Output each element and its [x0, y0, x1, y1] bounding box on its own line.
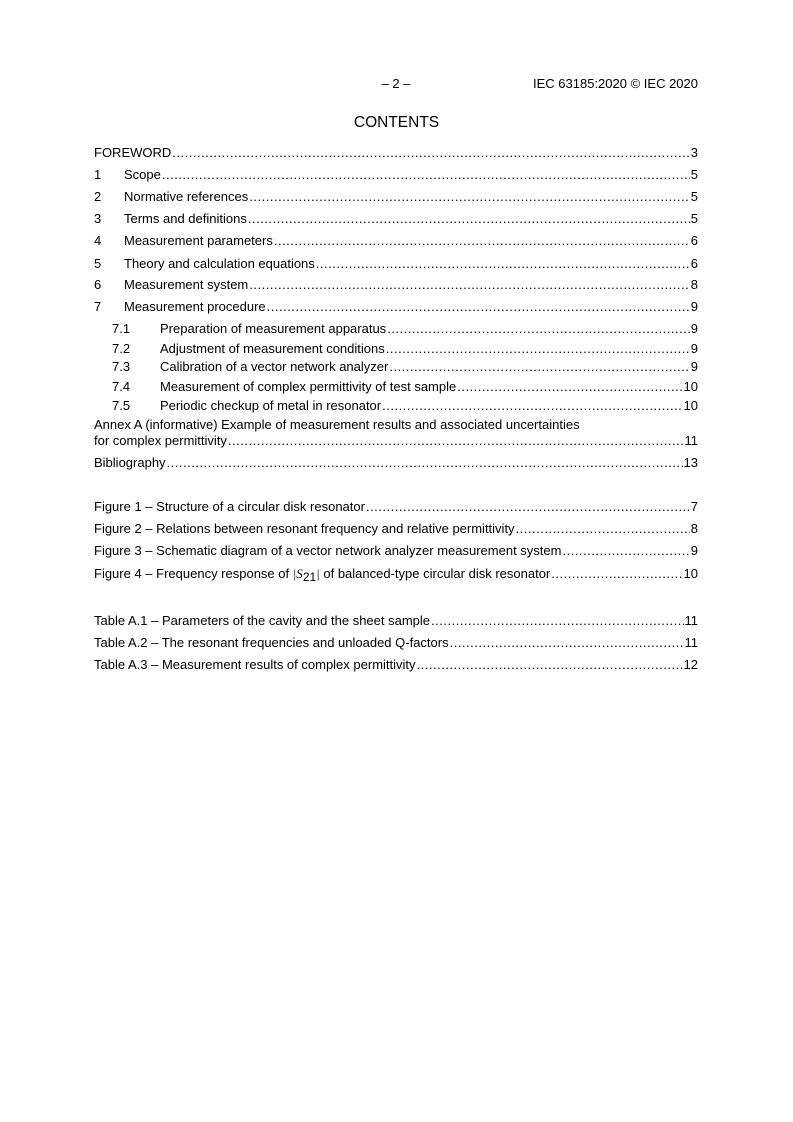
- clause-number: 4: [94, 233, 102, 248]
- toc-entry-title: Preparation of measurement apparatus: [160, 321, 387, 336]
- figure-4-title-start: Figure 4 – Frequency response of: [94, 566, 293, 581]
- toc-entry-page: 11: [684, 635, 698, 650]
- clause-number: 1: [94, 167, 102, 182]
- toc-entry-foreword[interactable]: [94, 145, 698, 161]
- toc-entry-page: 5: [690, 167, 698, 182]
- dot-leader: [389, 359, 689, 375]
- toc-entry-title: Adjustment of measurement conditions: [160, 341, 385, 356]
- toc-entry-title: Normative references: [124, 189, 249, 204]
- s21-symbol: [293, 566, 320, 581]
- toc-entry-title: Figure 1 – Structure of a circular disk resonator: [94, 499, 365, 514]
- dot-leader: [366, 499, 690, 515]
- clause-number: 7: [94, 299, 102, 314]
- subclause-number: 7.3: [112, 359, 131, 374]
- dot-leader: [228, 433, 684, 449]
- dot-leader: [316, 256, 690, 272]
- subclause-number: 7.1: [112, 321, 131, 336]
- clause-number: 6: [94, 277, 102, 292]
- toc-entry-figure-1[interactable]: [94, 499, 698, 515]
- toc-entry-page: 11: [684, 433, 698, 448]
- toc-entry-figure-4[interactable]: [94, 565, 698, 583]
- toc-entry-page: 5: [690, 189, 698, 204]
- clause-number: 3: [94, 211, 102, 226]
- dot-leader: [382, 398, 682, 414]
- toc-entry-title: Measurement of complex permittivity of test sample: [160, 379, 457, 394]
- toc-entry-figure-2[interactable]: [94, 521, 698, 537]
- toc-entry-title: Table A.1 – Parameters of the cavity and the sheet sample: [94, 613, 431, 628]
- toc-entry-page: 6: [690, 256, 698, 271]
- dot-leader: [267, 299, 690, 315]
- dot-leader: [172, 145, 689, 161]
- toc-entry-title: Figure 2 – Relations between resonant frequency and relative permittivity: [94, 521, 515, 536]
- toc-entry-page: 13: [683, 455, 698, 470]
- figure-4-title-end: of balanced-type circular disk resonator: [319, 566, 551, 581]
- dot-leader: [516, 521, 690, 537]
- toc-entry-title: Measurement parameters: [124, 233, 273, 248]
- dot-leader: [386, 341, 690, 357]
- dot-leader: [274, 233, 690, 249]
- toc-entry-subclause-7-5[interactable]: [112, 398, 698, 414]
- page-header: [94, 76, 698, 92]
- toc-entry-page: 12: [683, 657, 698, 672]
- toc-entry-title: Figure 3 – Schematic diagram of a vector network analyzer measurement system: [94, 543, 562, 558]
- dot-leader: [387, 321, 690, 337]
- toc-entry-page: 9: [690, 321, 698, 336]
- toc-entry-clause-5[interactable]: [94, 256, 698, 272]
- document-id: IEC 63185:2020 © IEC 2020: [533, 76, 698, 91]
- toc-entry-title: for complex permittivity: [94, 433, 227, 448]
- toc-entry-annex-a-line1[interactable]: Annex A (informative) Example of measurement results and associated uncertainties: [94, 417, 580, 432]
- toc-entry-page: 7: [690, 499, 698, 514]
- dot-leader: [249, 277, 690, 293]
- dot-leader: [457, 379, 682, 395]
- toc-entry-table-a1[interactable]: [94, 613, 698, 629]
- dot-leader: [562, 543, 689, 559]
- subclause-number: 7.2: [112, 341, 131, 356]
- toc-entry-title: FOREWORD: [94, 145, 172, 160]
- page-number: – 2 –: [381, 76, 411, 91]
- toc-entry-page: 8: [690, 277, 698, 292]
- toc-entry-title: Theory and calculation equations: [124, 256, 315, 271]
- toc-entry-page: 10: [683, 379, 698, 394]
- toc-entry-clause-4[interactable]: [94, 233, 698, 249]
- toc-entry-page: 5: [690, 211, 698, 226]
- dot-leader: [450, 635, 684, 651]
- toc-entry-title: Periodic checkup of metal in resonator: [160, 398, 382, 413]
- toc-entry-clause-1[interactable]: [94, 167, 698, 183]
- toc-entry-page: 11: [684, 613, 698, 628]
- toc-entry-table-a3[interactable]: [94, 657, 698, 673]
- toc-entry-clause-3[interactable]: [94, 211, 698, 227]
- toc-entry-title: Measurement procedure: [124, 299, 266, 314]
- toc-entry-page: 9: [690, 299, 698, 314]
- toc-entry-clause-2[interactable]: [94, 189, 698, 205]
- toc-entry-page: 10: [683, 566, 698, 581]
- toc-entry-bibliography[interactable]: [94, 455, 698, 471]
- toc-entry-title: Calibration of a vector network analyzer: [160, 359, 389, 374]
- dot-leader: [417, 657, 683, 673]
- toc-entry-page: 3: [690, 145, 698, 160]
- toc-entry-page: 10: [683, 398, 698, 413]
- s21-symbol-open: |S: [292, 566, 303, 581]
- toc-entry-figure-3[interactable]: [94, 543, 698, 559]
- toc-entry-table-a2[interactable]: [94, 635, 698, 651]
- toc-entry-title: Terms and definitions: [124, 211, 247, 226]
- toc-entry-title: Bibliography: [94, 455, 166, 470]
- toc-entry-title: Table A.2 – The resonant frequencies and unloaded Q-factors: [94, 635, 449, 650]
- clause-number: 2: [94, 189, 102, 204]
- toc-entry-clause-7[interactable]: [94, 299, 698, 315]
- contents-heading: CONTENTS: [353, 114, 440, 131]
- toc-entry-subclause-7-1[interactable]: [112, 321, 698, 337]
- subclause-number: 7.4: [112, 379, 131, 394]
- toc-entry-page: 9: [690, 341, 698, 356]
- dot-leader: [551, 565, 682, 583]
- dot-leader: [162, 167, 690, 183]
- s21-subscript: 21: [302, 570, 317, 583]
- subclause-number: 7.5: [112, 398, 131, 413]
- dot-leader: [249, 189, 689, 205]
- toc-entry-page: 9: [690, 359, 698, 374]
- toc-entry-title: Scope: [124, 167, 161, 182]
- toc-entry-title: [94, 565, 550, 583]
- dot-leader: [167, 455, 683, 471]
- clause-number: 5: [94, 256, 102, 271]
- toc-entry-subclause-7-3[interactable]: [112, 359, 698, 375]
- toc-entry-title: Measurement system: [124, 277, 249, 292]
- toc-entry-page: 8: [690, 521, 698, 536]
- toc-entry-page: 6: [690, 233, 698, 248]
- toc-entry-subclause-7-4[interactable]: [112, 379, 698, 395]
- toc-entry-annex-a[interactable]: [94, 433, 698, 449]
- dot-leader: [431, 613, 683, 629]
- toc-entry-page: 9: [690, 543, 698, 558]
- toc-entry-clause-6[interactable]: [94, 277, 698, 293]
- s21-symbol-close: |: [316, 566, 320, 581]
- toc-entry-subclause-7-2[interactable]: [112, 341, 698, 357]
- toc-entry-title: Table A.3 – Measurement results of complex permittivity: [94, 657, 416, 672]
- dot-leader: [248, 211, 690, 227]
